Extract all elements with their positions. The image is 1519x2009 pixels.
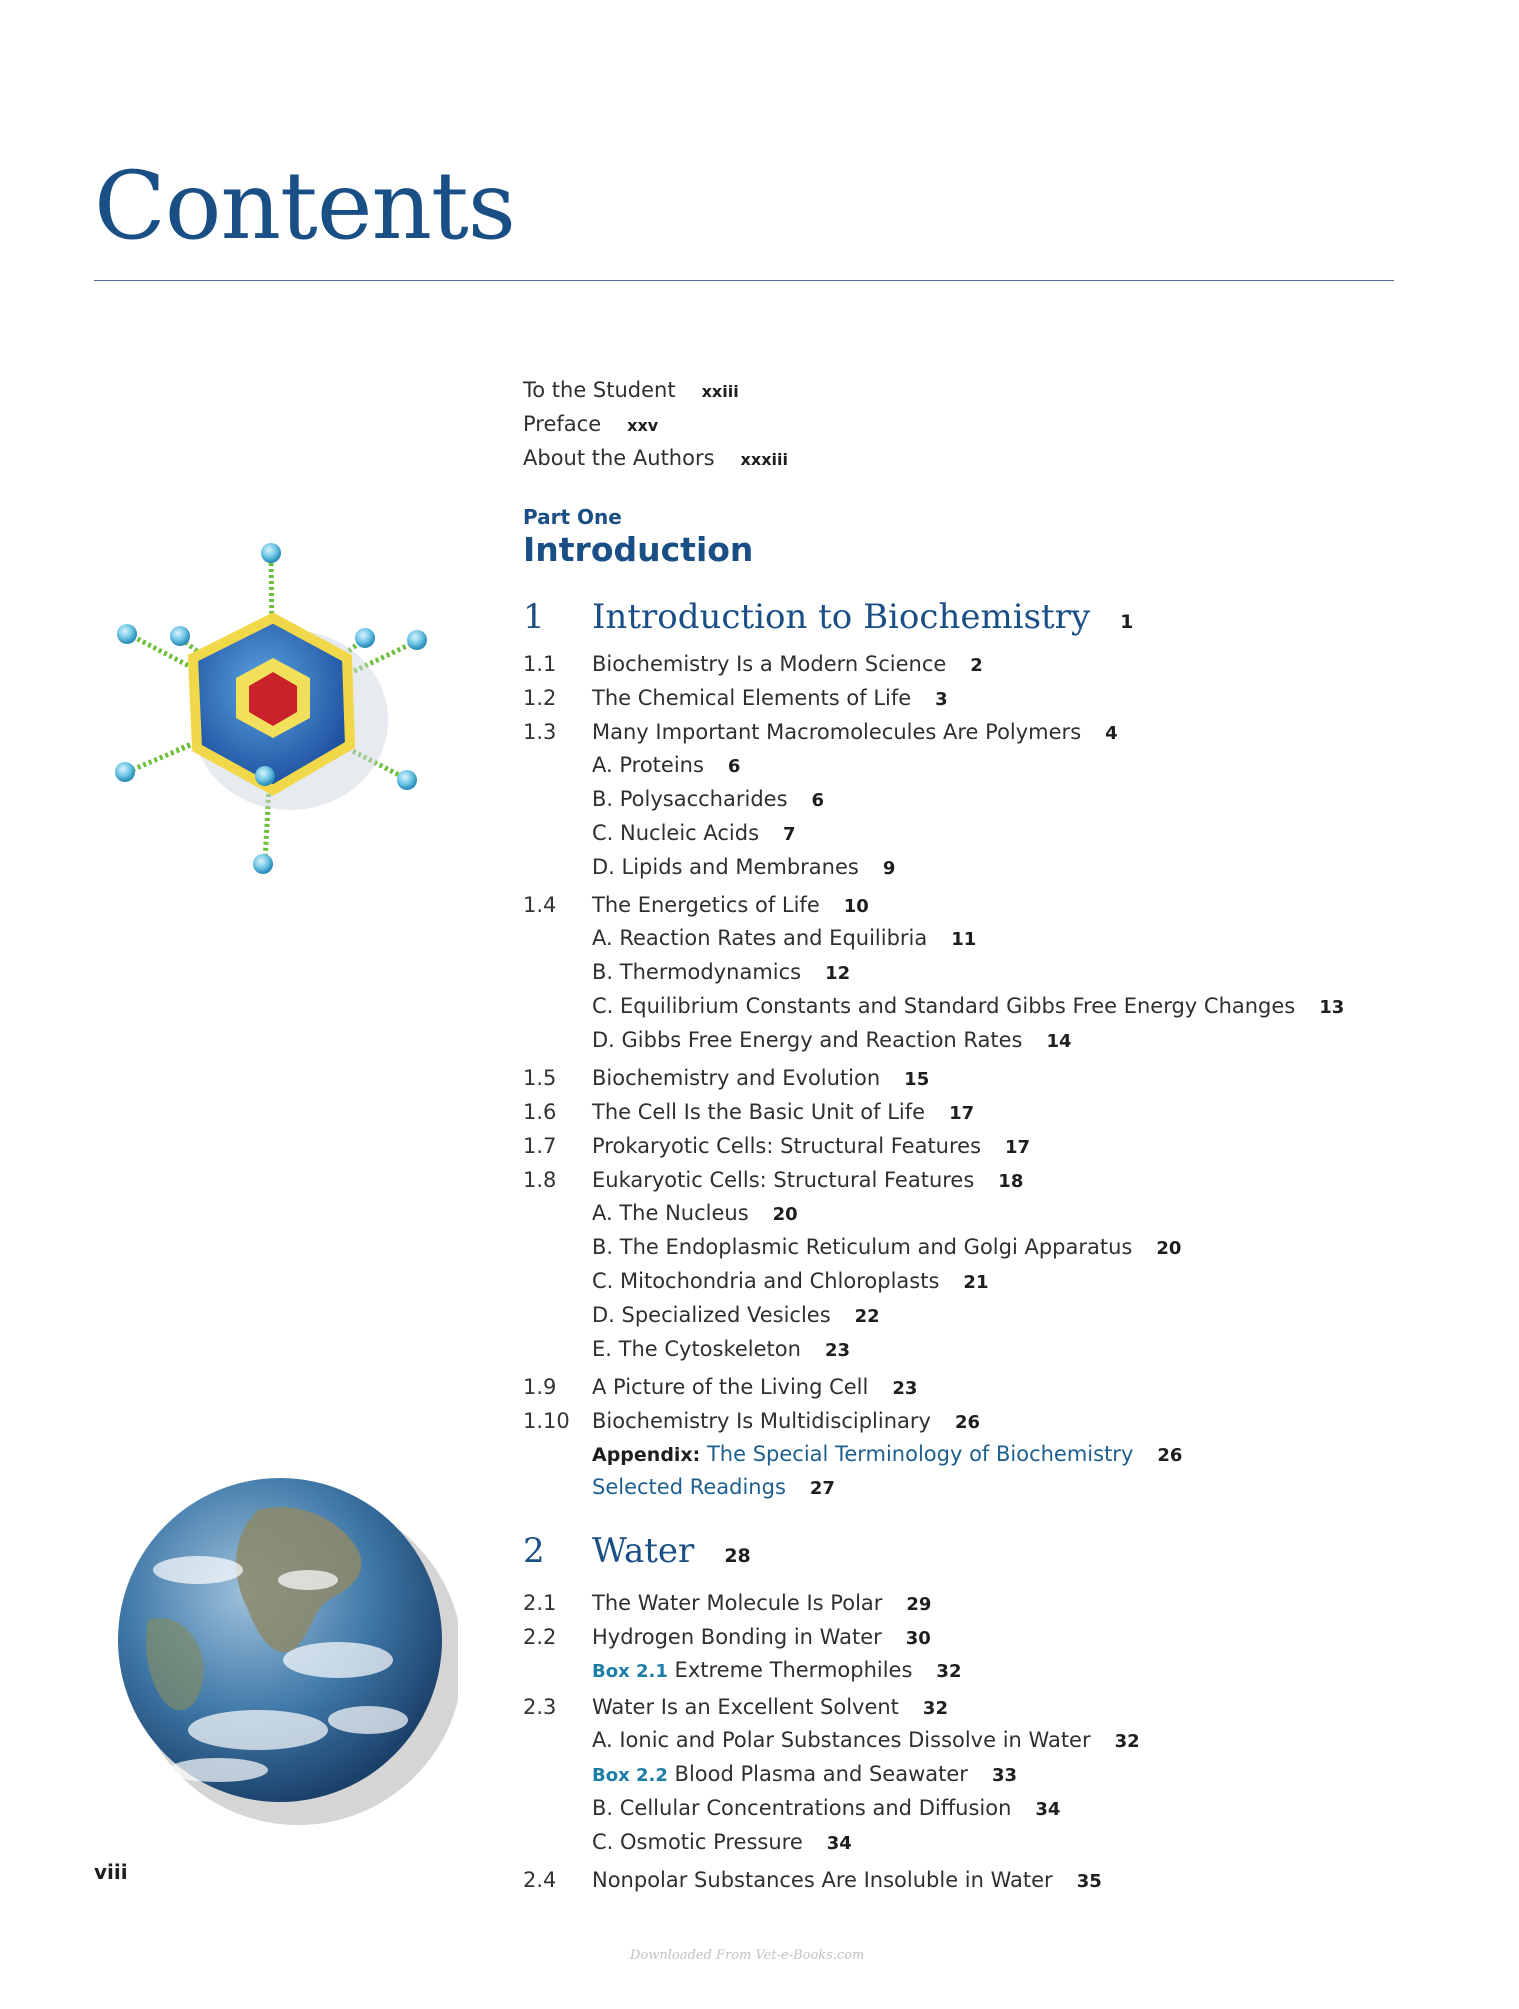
title-rule [94, 280, 1394, 281]
watermark: Downloaded From Vet-e-Books.com [630, 1948, 865, 1963]
virus-capsid-image [105, 540, 455, 880]
chapter-heading-1[interactable]: 1 Introduction to Biochemistry 1 [523, 597, 1134, 637]
chapter-heading-2[interactable]: 2 Water 28 [523, 1531, 751, 1571]
part-title: Introduction [523, 530, 754, 569]
toc-entry-to-the-student[interactable]: To the Student xxiii [523, 378, 739, 402]
page-title: Contents [94, 152, 516, 261]
toc-entry-preface[interactable]: Preface xxv [523, 412, 659, 436]
earth-globe-image [108, 1470, 458, 1840]
page-number: viii [94, 1860, 128, 1884]
toc-entry-about-the-authors[interactable]: About the Authors xxxiii [523, 446, 788, 470]
part-label: Part One [523, 505, 622, 529]
